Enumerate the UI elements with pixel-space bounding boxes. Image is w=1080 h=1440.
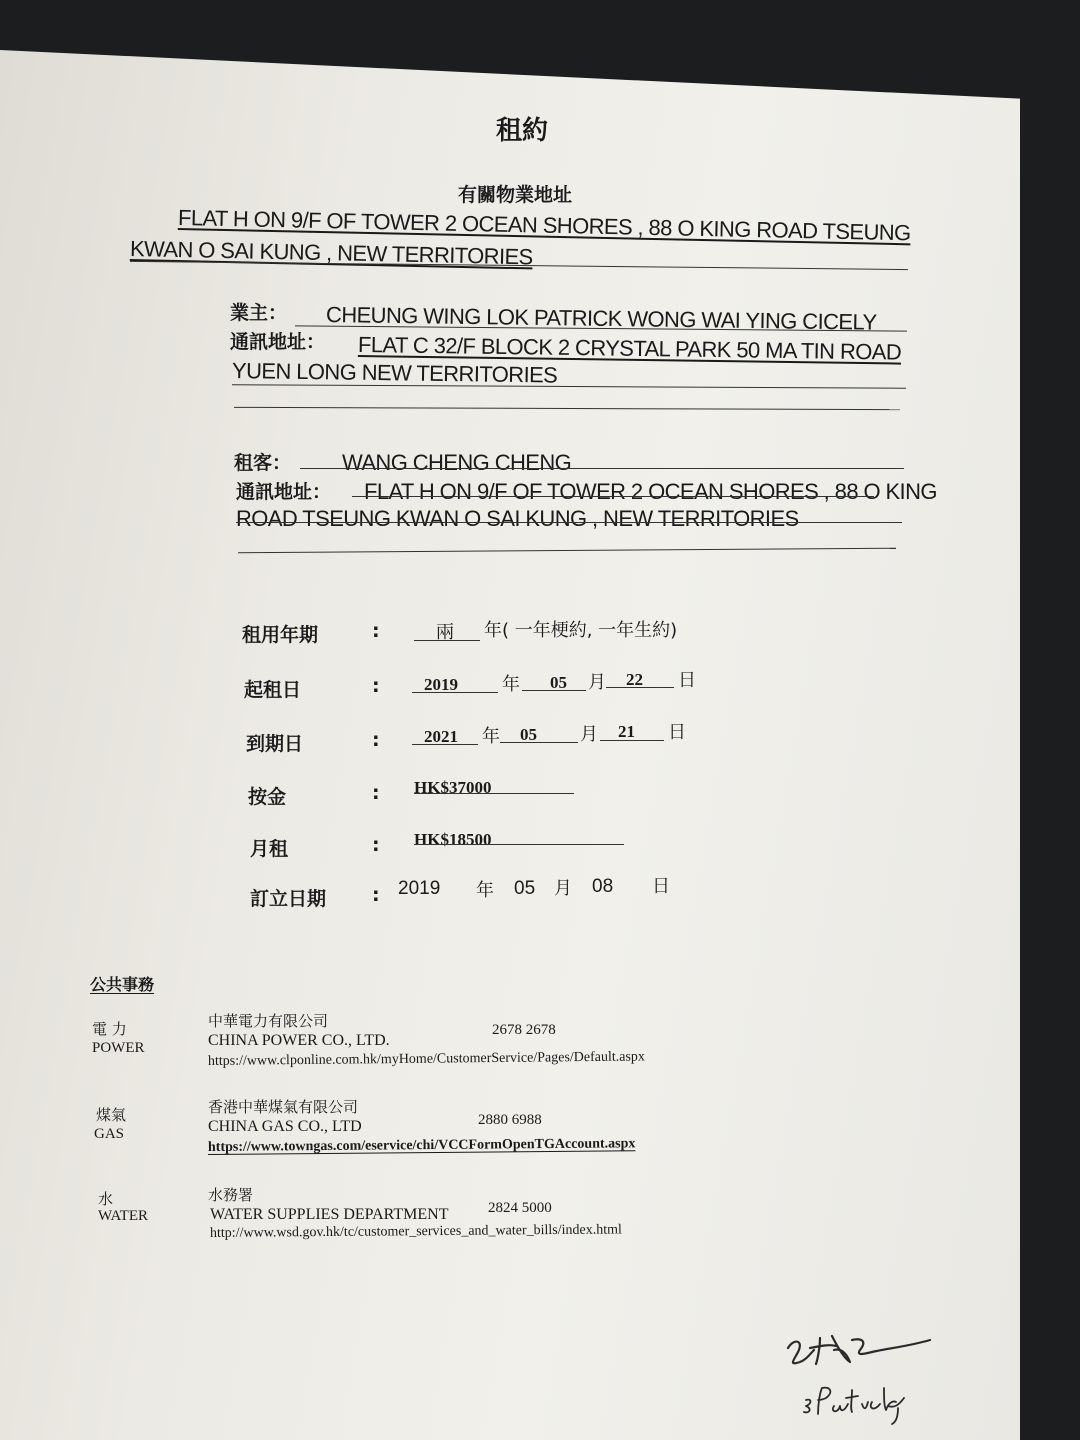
water-url[interactable]: http://www.wsd.gov.hk/tc/customer_services_and_water_bills/index.html — [209, 1222, 622, 1241]
lease-period-colon: : — [372, 620, 380, 642]
deposit-value: HK$37000 — [414, 778, 492, 797]
lease-period-underline — [414, 640, 480, 641]
tenant-name-underline — [300, 468, 904, 469]
tenant-name: WANG CHENG CHENG — [342, 450, 572, 475]
end-month-underline — [500, 742, 578, 743]
signing-date-colon: : — [372, 884, 380, 906]
landlord-signature-1 — [780, 1318, 940, 1378]
start-day-char: 日 — [678, 670, 696, 691]
end-year-underline — [412, 744, 478, 745]
landlord-address-line-2: YUEN LONG NEW TERRITORIES — [231, 358, 558, 388]
utilities-heading: 公共事務 — [90, 975, 155, 994]
start-day-underline — [606, 687, 674, 688]
gas-label-en: GAS — [94, 1126, 125, 1142]
monthly-rent-value: HK$18500 — [414, 830, 492, 849]
landlord-address-label: 通訊地址： — [230, 331, 326, 353]
water-label-en: WATER — [98, 1208, 148, 1224]
start-date-colon: : — [372, 675, 380, 697]
signing-year-char: 年 — [476, 880, 494, 901]
start-date-label: 起租日 — [244, 679, 302, 701]
monthly-rent-label: 月租 — [250, 838, 289, 860]
signing-date-year: 2019 — [398, 878, 441, 899]
end-date-month: 05 — [520, 725, 537, 744]
property-address-line-2: KWAN O SAI KUNG , NEW TERRITORIES — [129, 236, 533, 270]
tenant-address-underline-1 — [352, 496, 874, 497]
end-date-year: 2021 — [424, 727, 458, 746]
signing-date-day: 08 — [592, 876, 614, 897]
monthly-rent-colon: : — [372, 834, 380, 856]
deposit-label: 按金 — [248, 786, 287, 808]
power-label-cn: 電 力 — [92, 1020, 127, 1038]
gas-company-en: CHINA GAS CO., LTD — [208, 1118, 362, 1135]
start-month-char: 月 — [588, 672, 606, 693]
end-year-char: 年 — [482, 726, 500, 747]
landlord-label: 業主： — [230, 302, 288, 324]
landlord-signature-2 — [800, 1378, 920, 1428]
tenant-label: 租客： — [234, 452, 292, 474]
end-date-colon: : — [372, 729, 380, 751]
property-address-line-1: FLAT H ON 9/F OF TOWER 2 OCEAN SHORES , 88 O KING ROAD TSEUNG — [177, 205, 911, 246]
power-phone: 2678 2678 — [492, 1022, 556, 1038]
deposit-colon: : — [372, 782, 380, 804]
tenant-address-underline-2 — [236, 522, 902, 523]
gas-phone: 2880 6988 — [478, 1112, 542, 1128]
signing-date-month: 05 — [514, 878, 536, 899]
signing-date-label: 訂立日期 — [250, 888, 327, 910]
lease-period-value: 兩 — [436, 622, 454, 643]
landlord-names: CHEUNG WING LOK PATRICK WONG WAI YING CICELY — [325, 302, 877, 335]
gas-company-cn: 香港中華煤氣有限公司 — [208, 1098, 359, 1116]
deposit-underline — [414, 793, 574, 794]
start-year-char: 年 — [502, 674, 520, 695]
end-day-char: 日 — [668, 722, 686, 743]
start-date-year: 2019 — [424, 675, 458, 694]
end-date-label: 到期日 — [246, 733, 304, 755]
landlord-address-line-1: FLAT C 32/F BLOCK 2 CRYSTAL PARK 50 MA TIN ROAD — [357, 332, 902, 365]
start-month-underline — [522, 690, 586, 691]
tenant-address-label: 通訊地址： — [236, 481, 332, 503]
water-company-en: WATER SUPPLIES DEPARTMENT — [210, 1206, 449, 1223]
signing-day-char: 日 — [652, 876, 670, 897]
lease-period-label: 租用年期 — [242, 624, 319, 646]
power-url[interactable]: https://www.clponline.com.hk/myHome/CustomerService/Pages/Default.aspx — [207, 1049, 645, 1069]
document-title: 租約 — [496, 116, 549, 146]
water-label-cn: 水 — [98, 1190, 114, 1208]
start-date-day: 22 — [626, 670, 643, 689]
power-company-en: CHINA POWER CO., LTD. — [208, 1032, 390, 1049]
property-address-label: 有關物業地址 — [458, 184, 573, 206]
lease-period-suffix: 年( 一年梗約, 一年生約) — [484, 620, 678, 641]
power-label-en: POWER — [92, 1040, 145, 1056]
monthly-rent-underline — [414, 844, 624, 845]
gas-url[interactable]: https://www.towngas.com/eservice/chi/VCCFormOpenTGAccount.aspx — [207, 1136, 636, 1155]
tenant-address-line-1: FLAT H ON 9/F OF TOWER 2 OCEAN SHORES , 88 O KING — [364, 479, 937, 504]
gas-label-cn: 煤氣 — [96, 1106, 127, 1124]
end-date-day: 21 — [618, 722, 635, 741]
start-date-month: 05 — [550, 673, 567, 692]
water-company-cn: 水務署 — [208, 1186, 254, 1204]
start-year-underline — [412, 692, 498, 693]
signing-month-char: 月 — [554, 878, 572, 899]
power-company-cn: 中華電力有限公司 — [208, 1012, 329, 1030]
end-month-char: 月 — [580, 724, 598, 745]
water-phone: 2824 5000 — [488, 1200, 552, 1216]
tenant-address-line-2: ROAD TSEUNG KWAN O SAI KUNG , NEW TERRITORIES — [236, 506, 799, 531]
end-day-underline — [600, 740, 664, 741]
